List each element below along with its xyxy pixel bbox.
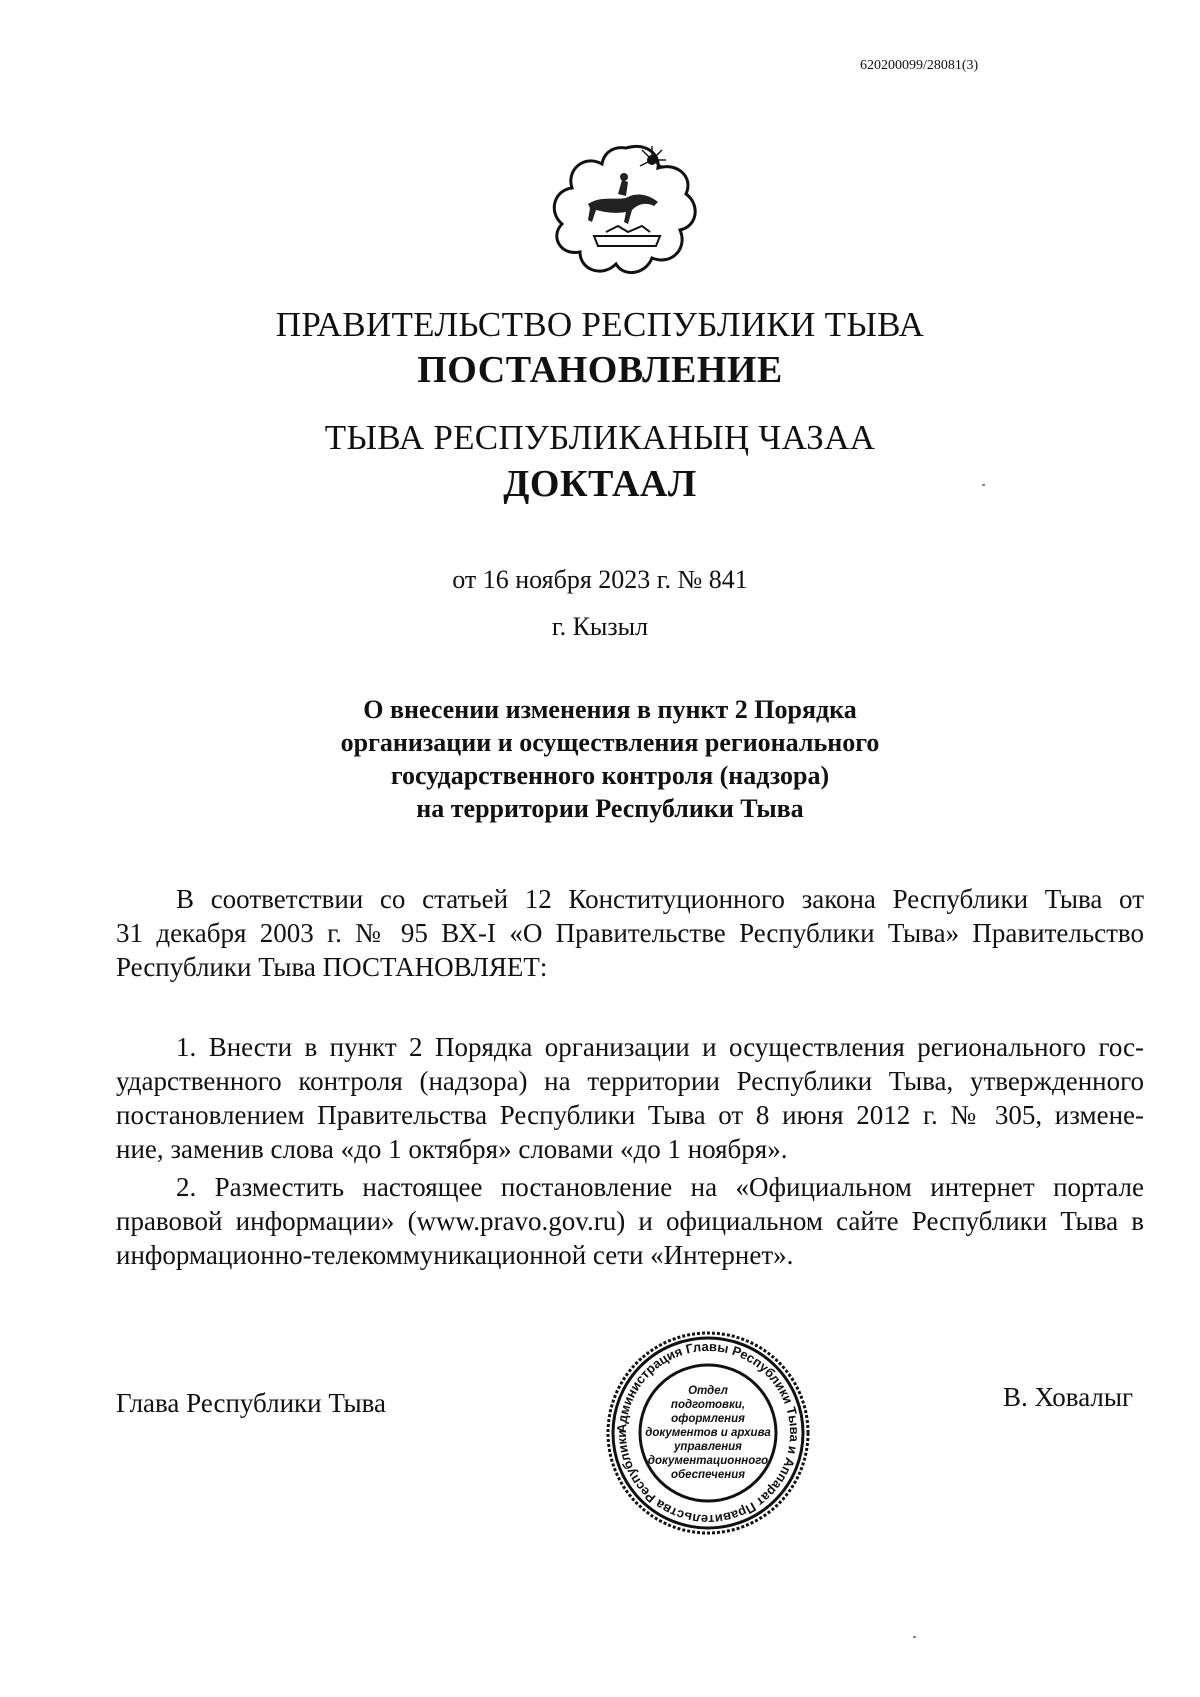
document-city: г. Кызыл [551,612,649,641]
stamp-seal-icon [603,1328,813,1538]
title-line: государственного контроля (надзора) [390,761,830,790]
coat-of-arms-emblem [548,140,704,280]
scan-speck [982,484,985,486]
government-name-ru: ПРАВИТЕЛЬСТВО РЕСПУБЛИКИ ТЫВА [275,305,925,344]
signatory-position: Глава Республики Тыва [116,1388,387,1418]
preamble-line: В соответствии со статьей 12 Конституционного закона Республики Тыва от [176,884,1144,914]
item-line: ние, заменив слова «до 1 октября» словами «до 1 ноября». [116,1134,788,1164]
title-line: на территории Республики Тыва [416,794,804,823]
stamp-ring-text: Администрация Главы Республики Тыва и Аппарат Правительства Республики [613,1338,803,1528]
item-line: постановлением Правительства Республики Тыва от 8 июня 2012 г. № 305, измене- [116,1100,1144,1130]
document-title [250,693,970,825]
item-2-paragraph [116,1170,1144,1272]
item-line: 2. Разместить настоящее постановление на «Официальном интернет портале [176,1172,1144,1202]
stamp-center-line: управления [674,1441,742,1453]
official-stamp [603,1328,813,1538]
document-date-number: от 16 ноября 2023 г. № 841 [452,565,748,594]
preamble-line: 31 декабря 2003 г. № 95 ВХ-I «О Правительстве Республики Тыва» Правительство [116,918,1144,948]
stamp-center-line: оформления [671,1413,745,1425]
stamp-center-line: документационного [647,1455,769,1467]
item-1-paragraph [116,1030,1144,1166]
item-line: правовой информации» (www.pravo.gov.ru) и официальном сайте Республики Тыва в [116,1206,1144,1236]
scan-speck [913,1636,916,1638]
stamp-center-line: обеспечения [670,1469,746,1481]
stamp-center-line: документов и архива [645,1427,771,1439]
item-line: информационно-телекоммуникационной сети «Интернет». [116,1240,794,1270]
government-name-tyv: ТЫВА РЕСПУБЛИКАНЫҢ ЧАЗАА [324,418,876,457]
preamble-line: Республики Тыва ПОСТАНОВЛЯЕТ: [116,952,548,982]
signatory-name: В. Ховалыг [1003,1382,1134,1412]
document-type-ru: ПОСТАНОВЛЕНИЕ [417,349,783,391]
title-line: О внесении изменения в пункт 2 Порядка [363,695,857,724]
document-type-tyv: ДОКТААЛ [503,463,697,505]
stamp-center-line: Отдел [688,1385,728,1397]
item-line: ударственного контроля (надзора) на территории Республики Тыва, утвержденного [116,1066,1144,1096]
item-line: 1. Внести в пункт 2 Порядка организации и осуществления регионального гос- [176,1032,1144,1062]
emblem-icon [548,140,704,280]
title-line: организации и осуществления регионального [340,728,880,757]
stamp-center-line: подготовки, [670,1399,746,1411]
preamble-paragraph [116,882,1144,984]
document-registration-number: 620200099/28081(3) [860,58,979,73]
